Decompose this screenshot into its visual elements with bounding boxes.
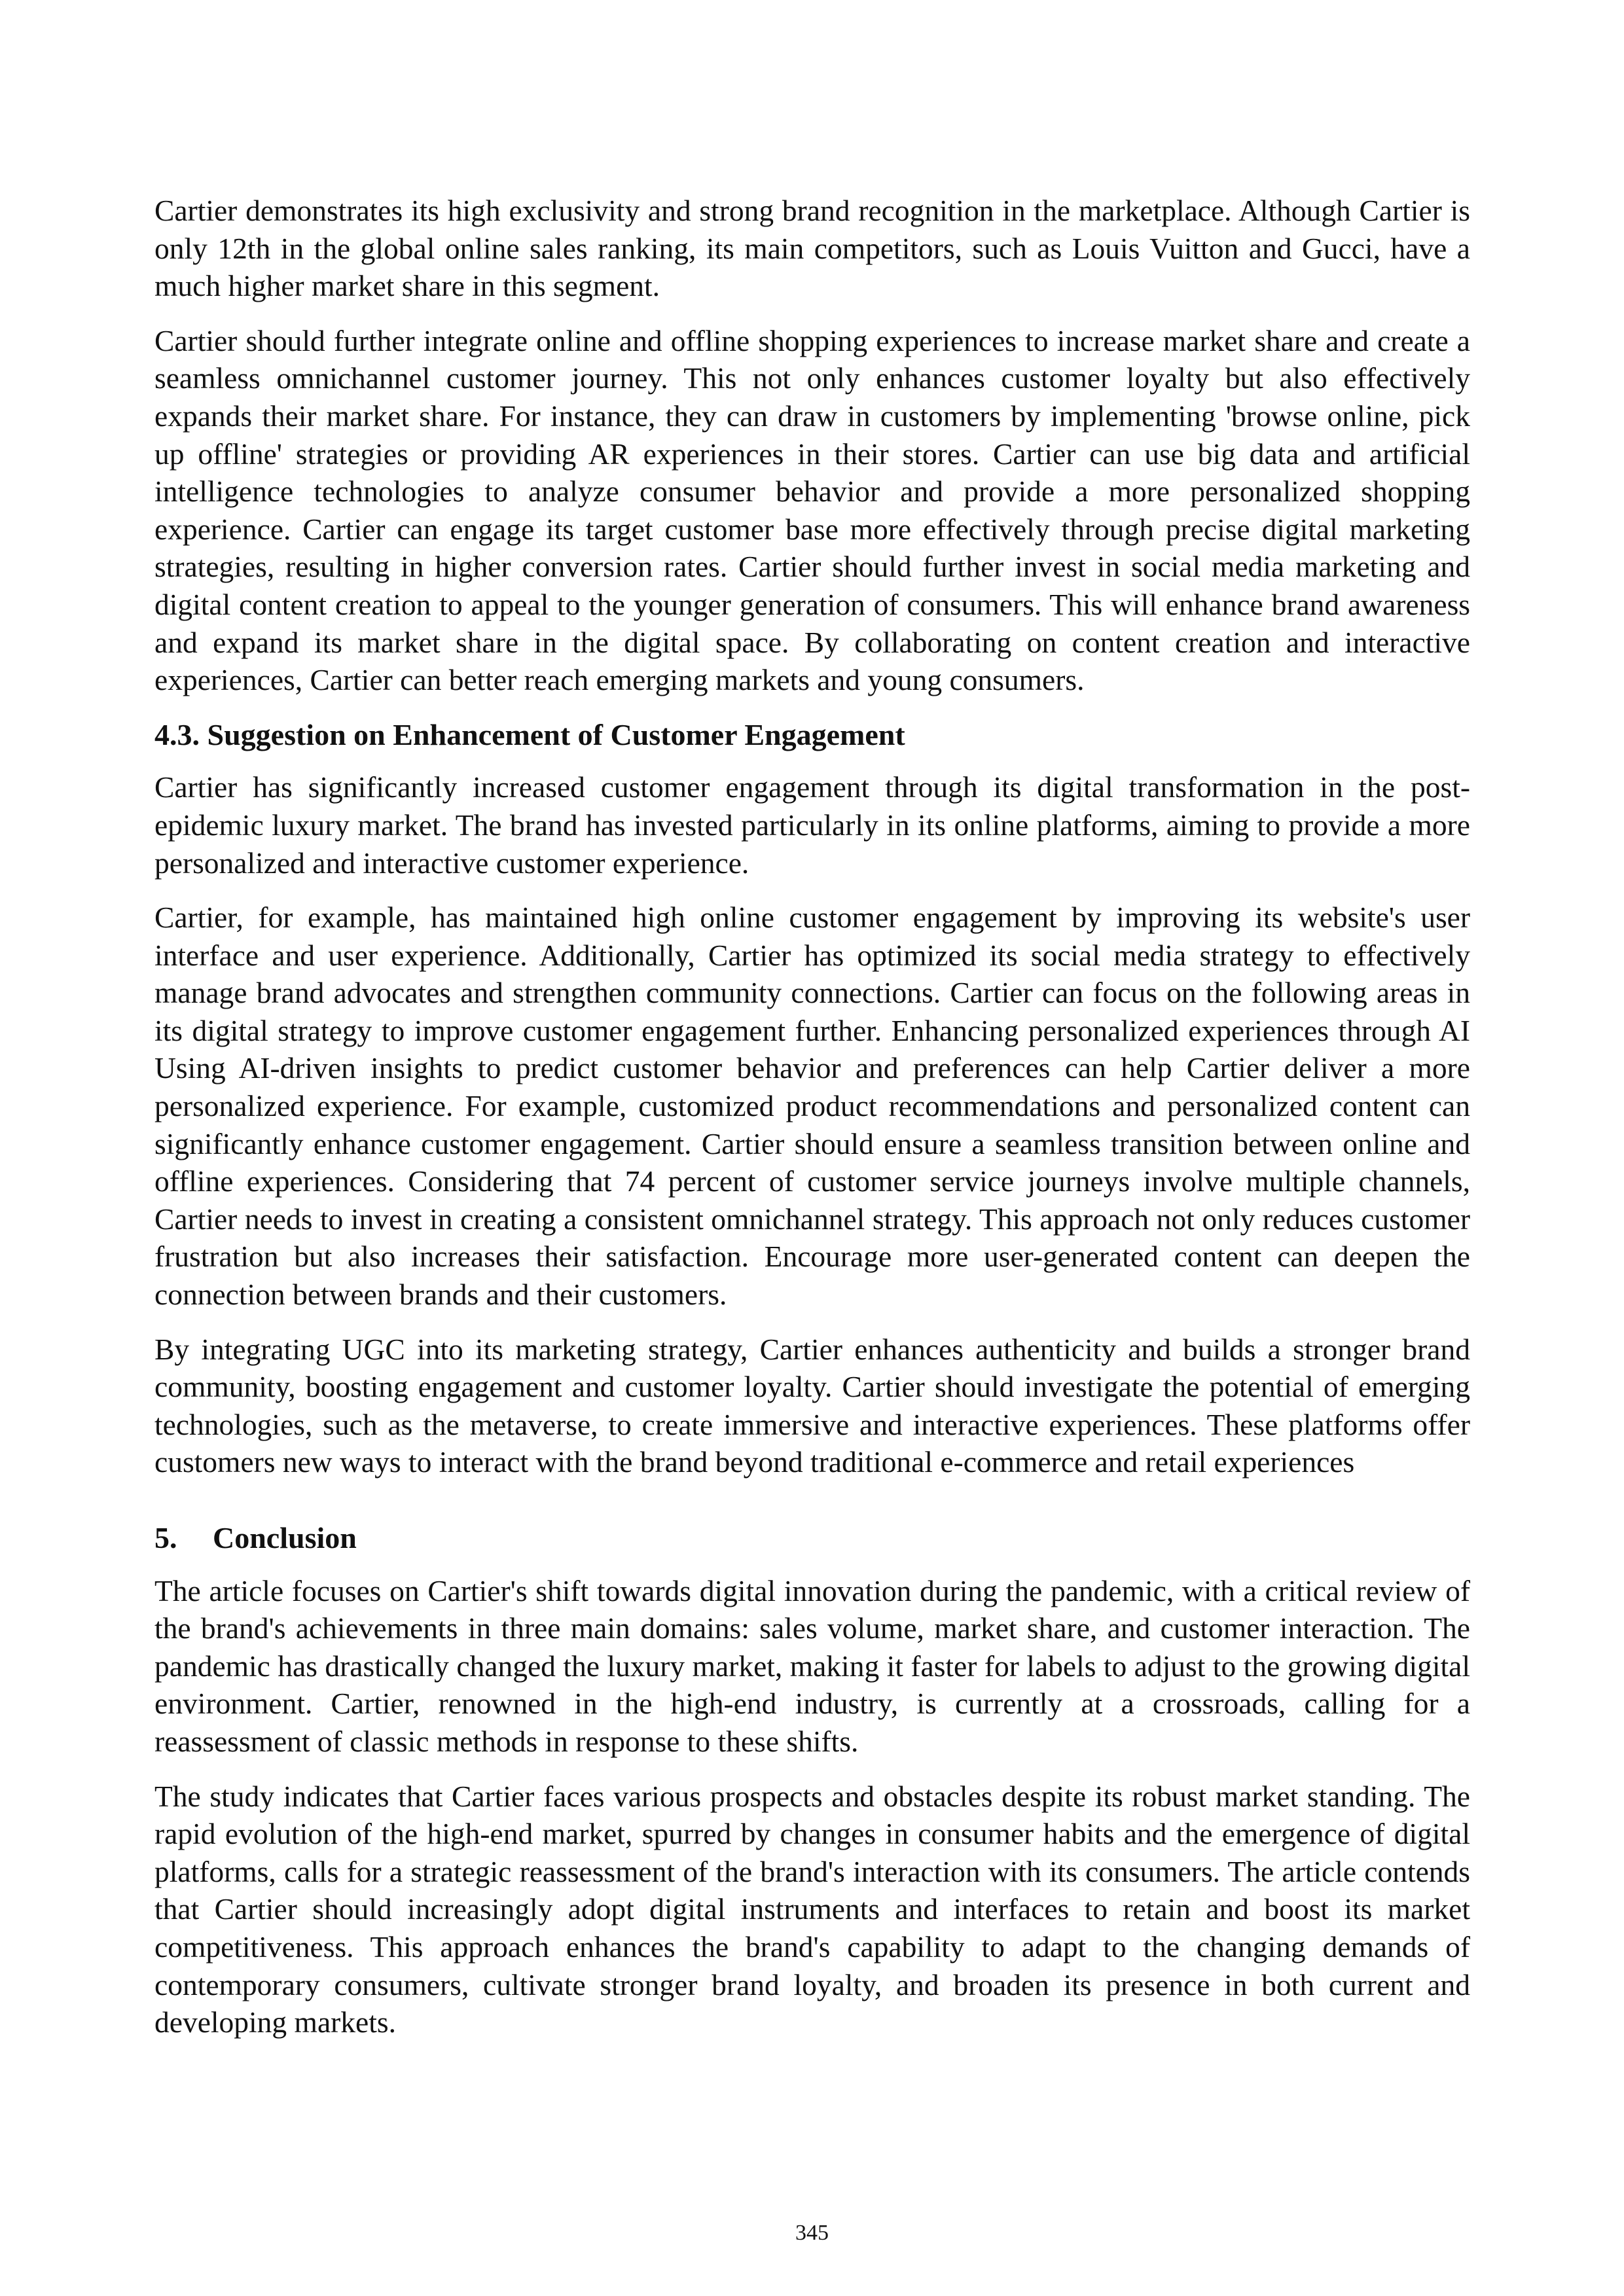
- body-paragraph: Cartier, for example, has maintained high online customer engagement by improving its website's user interface and user experience. Additionally, Cartier has optimized its social media strategy to effectively manage brand advocates and strengthen community connections. Cartier can focus on the following areas in its digital strategy to improve customer engagement further. Enhancing personalized experiences through AI Using AI-driven insights to predict customer behavior and preferences can help Cartier deliver a more personalized experience. For example, customized product recommendations and personalized content can significantly enhance customer engagement. Cartier should ensure a seamless transition between online and offline experiences. Considering that 74 percent of customer service journeys involve multiple channels, Cartier needs to invest in creating a consistent omnichannel strategy. This approach not only reduces customer frustration but also increases their satisfaction. Encourage more user-generated content can deepen the connection between brands and their customers.: [154, 901, 1470, 1312]
- body-paragraph: The study indicates that Cartier faces various prospects and obstacles despite its robust market standing. The rapid evolution of the high-end market, spurred by changes in consumer habits and the emergence of digital platforms, calls for a strategic reassessment of the brand's interaction with its consumers. The article contends that Cartier should increasingly adopt digital instruments and interfaces to retain and boost its market competitiveness. This approach enhances the brand's capability to adapt to the changing demands of contemporary consumers, cultivate stronger brand loyalty, and broaden its presence in both current and developing markets.: [154, 1779, 1470, 2039]
- section-heading-4-3: 4.3. Suggestion on Enhancement of Customer Engagement: [154, 717, 905, 751]
- section-number: 5.: [154, 1521, 177, 1554]
- section-heading-conclusion: [154, 1519, 1470, 1557]
- body-paragraph: Cartier demonstrates its high exclusivity and strong brand recognition in the marketplace. Although Cartier is only 12th in the global online sales ranking, its main competitors, such as Louis Vuitton and Gucci, have a much higher market share in this segment.: [154, 194, 1470, 303]
- page-number: 345: [795, 2221, 829, 2245]
- body-paragraph: Cartier has significantly increased customer engagement through its digital transformation in the post-epidemic luxury market. The brand has invested particularly in its online platforms, aiming to provide a more personalized and interactive customer experience.: [154, 770, 1470, 880]
- section-title: Conclusion: [213, 1521, 357, 1554]
- body-paragraph: Cartier should further integrate online and offline shopping experiences to increase market share and create a seamless omnichannel customer journey. This not only enhances customer loyalty but also effectively expands their market share. For instance, they can draw in customers by implementing 'browse online, pick up offline' strategies or providing AR experiences in their stores. Cartier can use big data and artificial intelligence technologies to analyze consumer behavior and provide a more personalized shopping experience. Cartier can engage its target customer base more effectively through precise digital marketing strategies, resulting in higher conversion rates. Cartier should further invest in social media marketing and digital content creation to appeal to the younger generation of consumers. This will enhance brand awareness and expand its market share in the digital space. By collaborating on content creation and interactive experiences, Cartier can better reach emerging markets and young consumers.: [154, 323, 1470, 697]
- page-body: [154, 192, 1470, 2058]
- body-paragraph: By integrating UGC into its marketing strategy, Cartier enhances authenticity and builds a stronger brand community, boosting engagement and customer loyalty. Cartier should investigate the potential of emerging technologies, such as the metaverse, to create immersive and interactive experiences. These platforms offer customers new ways to interact with the brand beyond traditional e-commerce and retail experiences: [154, 1332, 1470, 1479]
- body-paragraph: The article focuses on Cartier's shift towards digital innovation during the pandemic, with a critical review of the brand's achievements in three main domains: sales volume, market share, and customer interaction. The pandemic has drastically changed the luxury market, making it faster for labels to adjust to the growing digital environment. Cartier, renowned in the high-end industry, is currently at a crossroads, calling for a reassessment of classic methods in response to these shifts.: [154, 1573, 1470, 1758]
